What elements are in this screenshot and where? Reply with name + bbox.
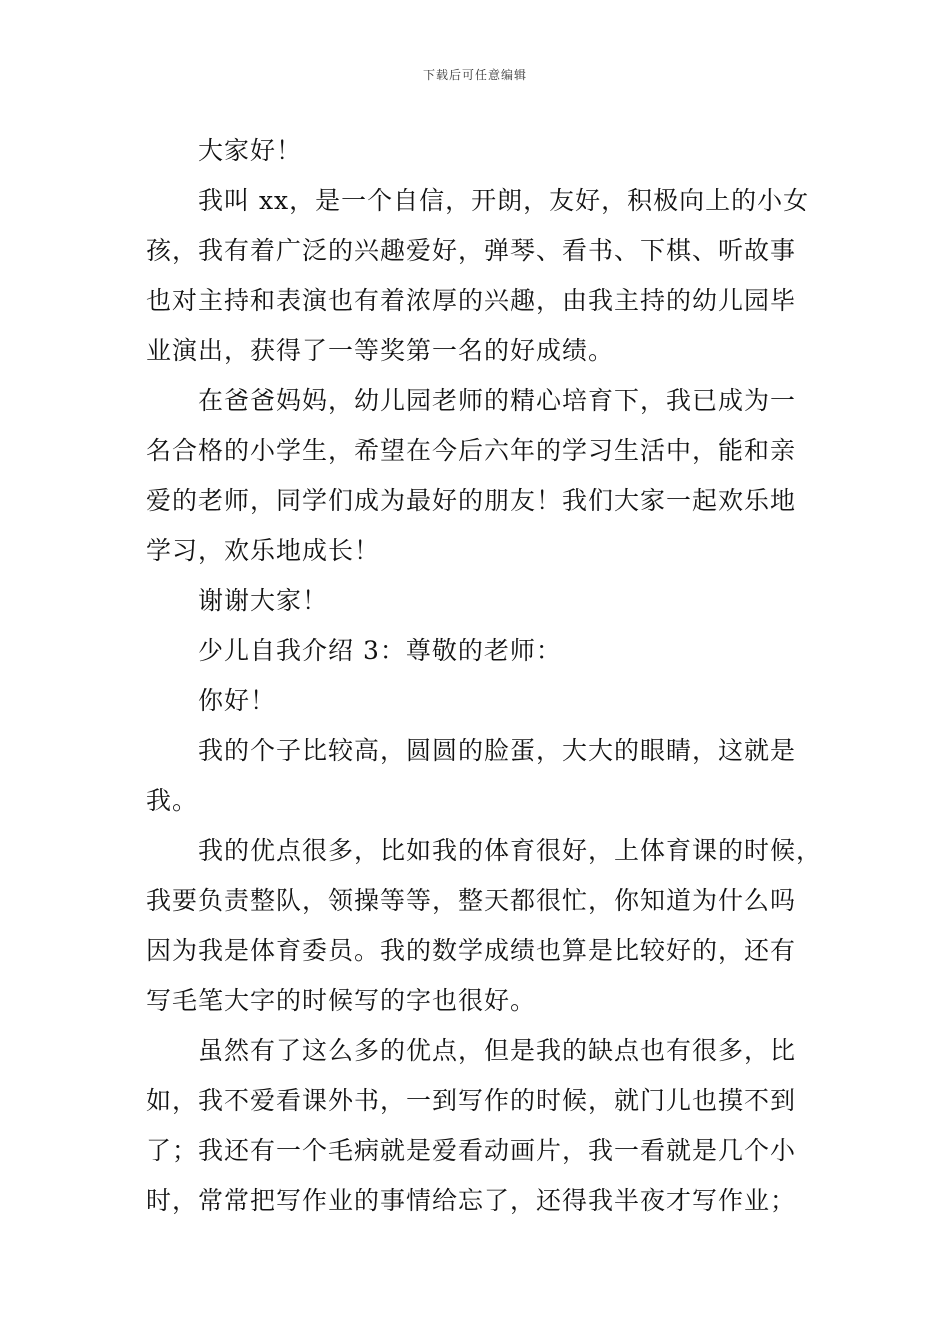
paragraph-line: 我。	[146, 786, 199, 815]
paragraph-line: 也对主持和表演也有着浓厚的兴趣，由我主持的幼儿园毕	[146, 286, 797, 315]
paragraph-line: 我的个子比较高，圆圆的脸蛋，大大的眼睛，这就是	[198, 736, 797, 765]
paragraph-line: 学习，欢乐地成长！	[146, 536, 381, 565]
paragraph-line: 写毛笔大字的时候写的字也很好。	[146, 986, 537, 1015]
paragraph-line: 我要负责整队，领操等等，整天都很忙，你知道为什么吗	[146, 886, 797, 915]
header-note: 下载后可任意编辑	[422, 68, 527, 82]
paragraph-line: 虽然有了这么多的优点，但是我的缺点也有很多，比	[198, 1036, 797, 1065]
paragraph-line: 我叫 xx，是一个自信，开朗，友好，积极向上的小女	[198, 186, 810, 215]
paragraph-line: 因为我是体育委员。我的数学成绩也算是比较好的，还有	[146, 936, 797, 965]
paragraph-line: 名合格的小学生，希望在今后六年的学习生活中，能和亲	[146, 436, 797, 465]
paragraph-line: 少儿自我介绍 3：尊敬的老师：	[198, 636, 562, 665]
paragraph-line: 我的优点很多，比如我的体育很好，上体育课的时候，	[198, 836, 823, 865]
paragraph-line: 了；我还有一个毛病就是爱看动画片，我一看就是几个小	[146, 1136, 797, 1165]
paragraph-line: 大家好！	[198, 136, 303, 165]
paragraph-line: 在爸爸妈妈，幼儿园老师的精心培育下，我已成为一	[198, 386, 797, 415]
paragraph-line: 如，我不爱看课外书，一到写作的时候，就门儿也摸不到	[146, 1086, 797, 1115]
paragraph-line: 业演出，获得了一等奖第一名的好成绩。	[146, 336, 615, 365]
paragraph-line: 谢谢大家！	[198, 586, 329, 615]
paragraph-line: 孩，我有着广泛的兴趣爱好，弹琴、看书、下棋、听故事	[146, 236, 797, 265]
paragraph-line: 爱的老师，同学们成为最好的朋友！我们大家一起欢乐地	[146, 486, 797, 515]
paragraph-line: 时，常常把写作业的事情给忘了，还得我半夜才写作业；	[146, 1186, 797, 1215]
document-body	[146, 126, 823, 1226]
paragraph-line: 你好！	[198, 686, 277, 715]
